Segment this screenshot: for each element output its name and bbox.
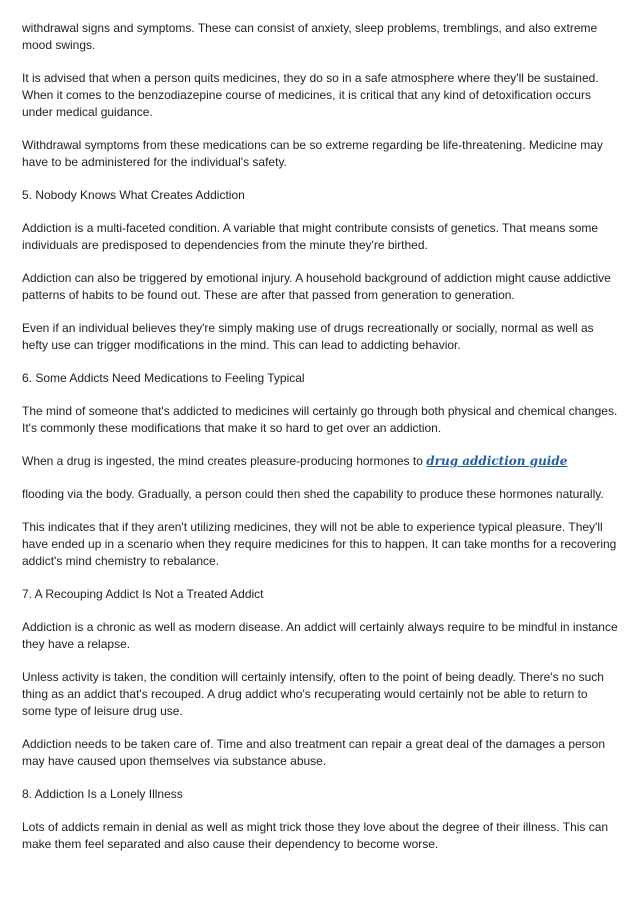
document-body	[22, 20, 618, 869]
section-heading-8: 8. Addiction Is a Lonely Illness	[22, 787, 183, 801]
section-heading-6: 6. Some Addicts Need Medications to Feeling Typical	[22, 371, 305, 385]
paragraph-typical-pleasure: This indicates that if they aren't utilizing medicines, they will not be able to experience typical pleasure. They'll have ended up in a scenario when they require medicines for this to happen. It can take months for a recovering addict's mind chemistry to rebalance.	[22, 520, 617, 568]
paragraph-denial: Lots of addicts remain in denial as well as might trick those they love about the degree of their illness. This can make them feel separated and also cause their dependency to become worse.	[22, 820, 609, 851]
section-heading-7: 7. A Recouping Addict Is Not a Treated Addict	[22, 587, 264, 601]
drug-addiction-guide-link[interactable]: drug addiction guide	[426, 454, 568, 468]
paragraph-multi-faceted: Addiction is a multi-faceted condition. A variable that might contribute consists of genetics. That means some individuals are predisposed to dependencies from the minute they're birthed.	[22, 221, 599, 252]
paragraph-withdrawal-severity: Withdrawal symptoms from these medications can be so extreme regarding be life-threatening. Medicine may have to be administered for the individual's safety.	[22, 138, 603, 169]
paragraph-drug-ingested-text: When a drug is ingested, the mind creates pleasure-producing hormones to	[22, 454, 423, 468]
paragraph-emotional-injury: Addiction can also be triggered by emotional injury. A household background of addiction might cause addictive patterns of habits to be found out. These are after that passed from generation to generation.	[22, 271, 611, 302]
paragraph-chronic-disease: Addiction is a chronic as well as modern disease. An addict will certainly always require to be mindful in instance they have a relapse.	[22, 620, 618, 651]
section-heading-5: 5. Nobody Knows What Creates Addiction	[22, 188, 245, 202]
paragraph-flooding: flooding via the body. Gradually, a person could then shed the capability to produce these hormones naturally.	[22, 487, 604, 501]
paragraph-mind-changes: The mind of someone that's addicted to medicines will certainly go through both physical and chemical changes. It's commonly these modifications that make it so hard to get over an addiction.	[22, 404, 618, 435]
paragraph-withdrawal-signs: withdrawal signs and symptoms. These can consist of anxiety, sleep problems, tremblings, and also extreme mood swings.	[22, 21, 598, 52]
paragraph-recreational-use: Even if an individual believes they're simply making use of drugs recreationally or socially, normal as well as hefty use can trigger modifications in the mind. This can lead to addicting behavior.	[22, 321, 594, 352]
paragraph-condition-intensify: Unless activity is taken, the condition will certainly intensify, often to the point of being deadly. There's no such thing as an addict that's recouped. A drug addict who's recuperating would certainly not be able to return to some type of leisure drug use.	[22, 670, 604, 718]
paragraph-drug-ingested	[22, 453, 618, 470]
paragraph-safe-atmosphere: It is advised that when a person quits medicines, they do so in a safe atmosphere where they'll be sustained. When it comes to the benzodiazepine course of medicines, it is critical that any kind of detoxification occurs under medical guidance.	[22, 71, 599, 119]
paragraph-taken-care-of: Addiction needs to be taken care of. Time and also treatment can repair a great deal of the damages a person may have caused upon themselves via substance abuse.	[22, 737, 606, 768]
